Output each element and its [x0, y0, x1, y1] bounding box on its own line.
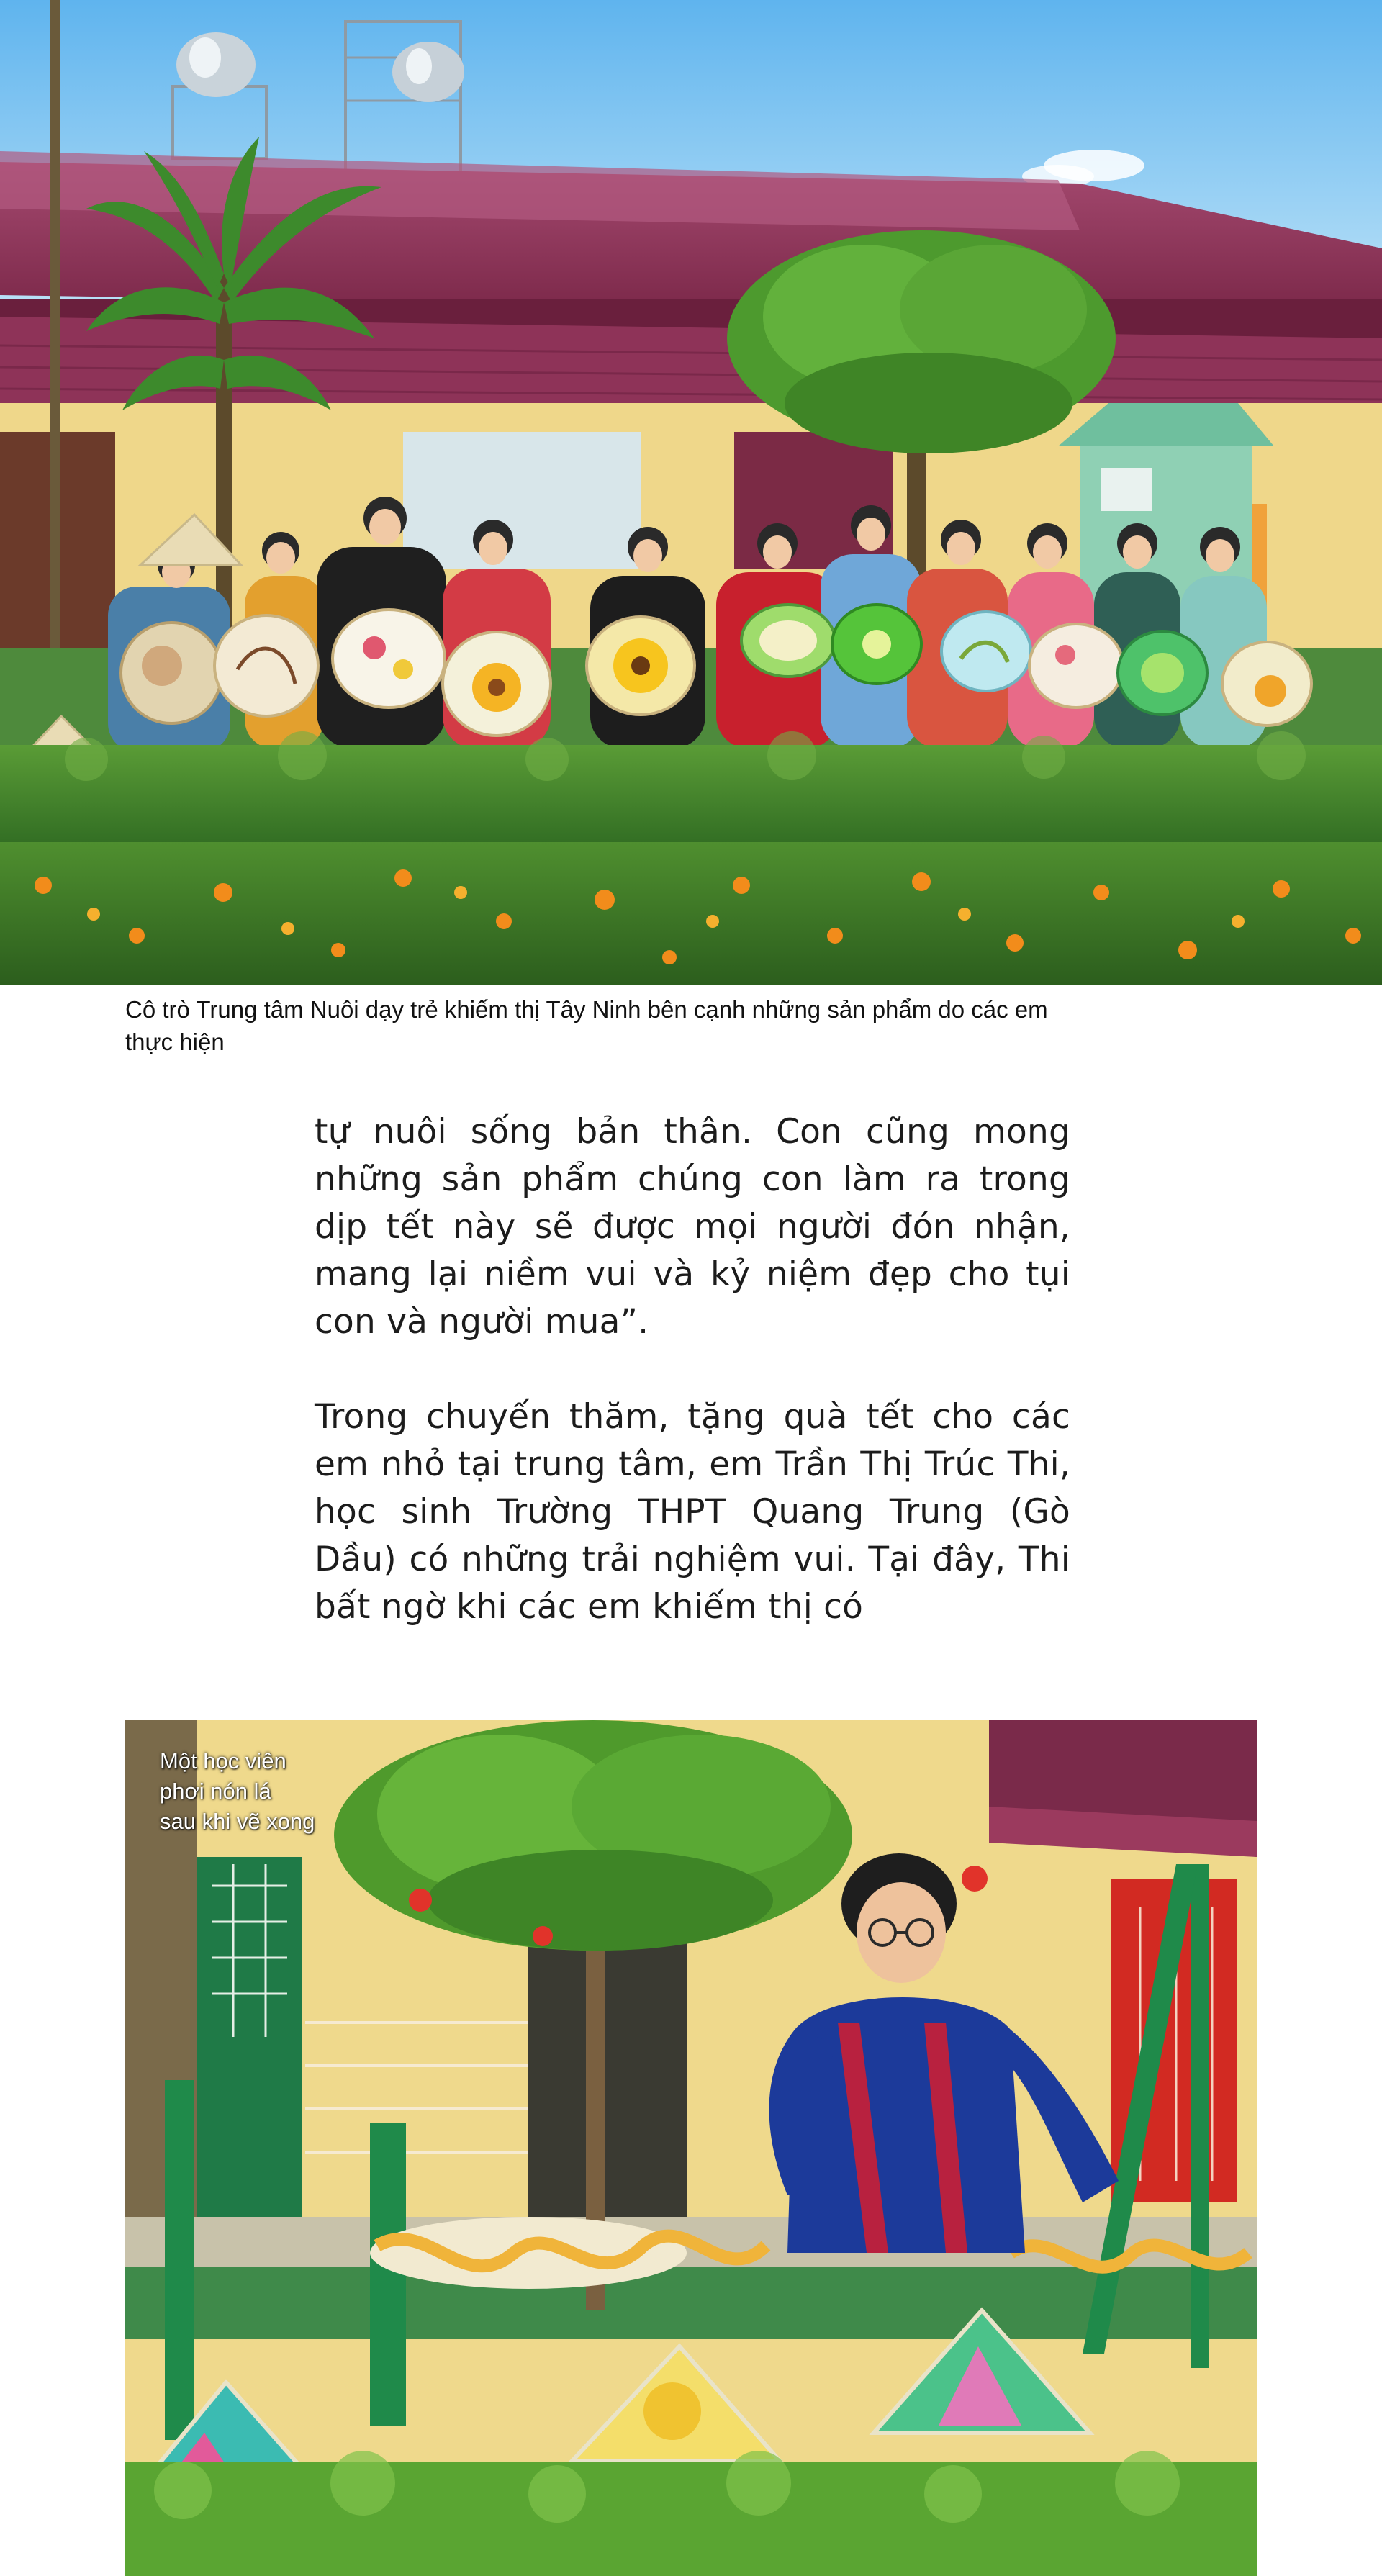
article-body [315, 1108, 1070, 1631]
article-paragraph: tự nuôi sống bản thân. Con cũng mong những sản phẩm chúng con làm ra trong dịp tết này sẽ được mọi người đón nhận, mang lại niềm vui và kỷ niệm đẹp cho tụi con và người mua”. [315, 1112, 1070, 1342]
student-photo [125, 1720, 1257, 2576]
group-photo [0, 0, 1382, 985]
hedge [0, 745, 1382, 853]
photo-overlay-caption: Một học viên phơi nón lá sau khi vẽ xong [160, 1748, 315, 1834]
marigold-bed [0, 842, 1382, 985]
article-paragraph: Trong chuyến thăm, tặng quà tết cho các em nhỏ tại trung tâm, em Trần Thị Trúc Thi, học sinh Trường THPT Quang Trung (Gò Dầu) có những trải nghiệm vui. Tại đây, Thi bất ngờ khi các em khiếm thị có [315, 1397, 1070, 1627]
student-photo-illustration [125, 1720, 1257, 2576]
group-photo-illustration [0, 0, 1382, 985]
photo-caption: Cô trò Trung tâm Nuôi dạy trẻ khiếm thị Tây Ninh bên cạnh những sản phẩm do các em thực hiện [125, 996, 1048, 1055]
